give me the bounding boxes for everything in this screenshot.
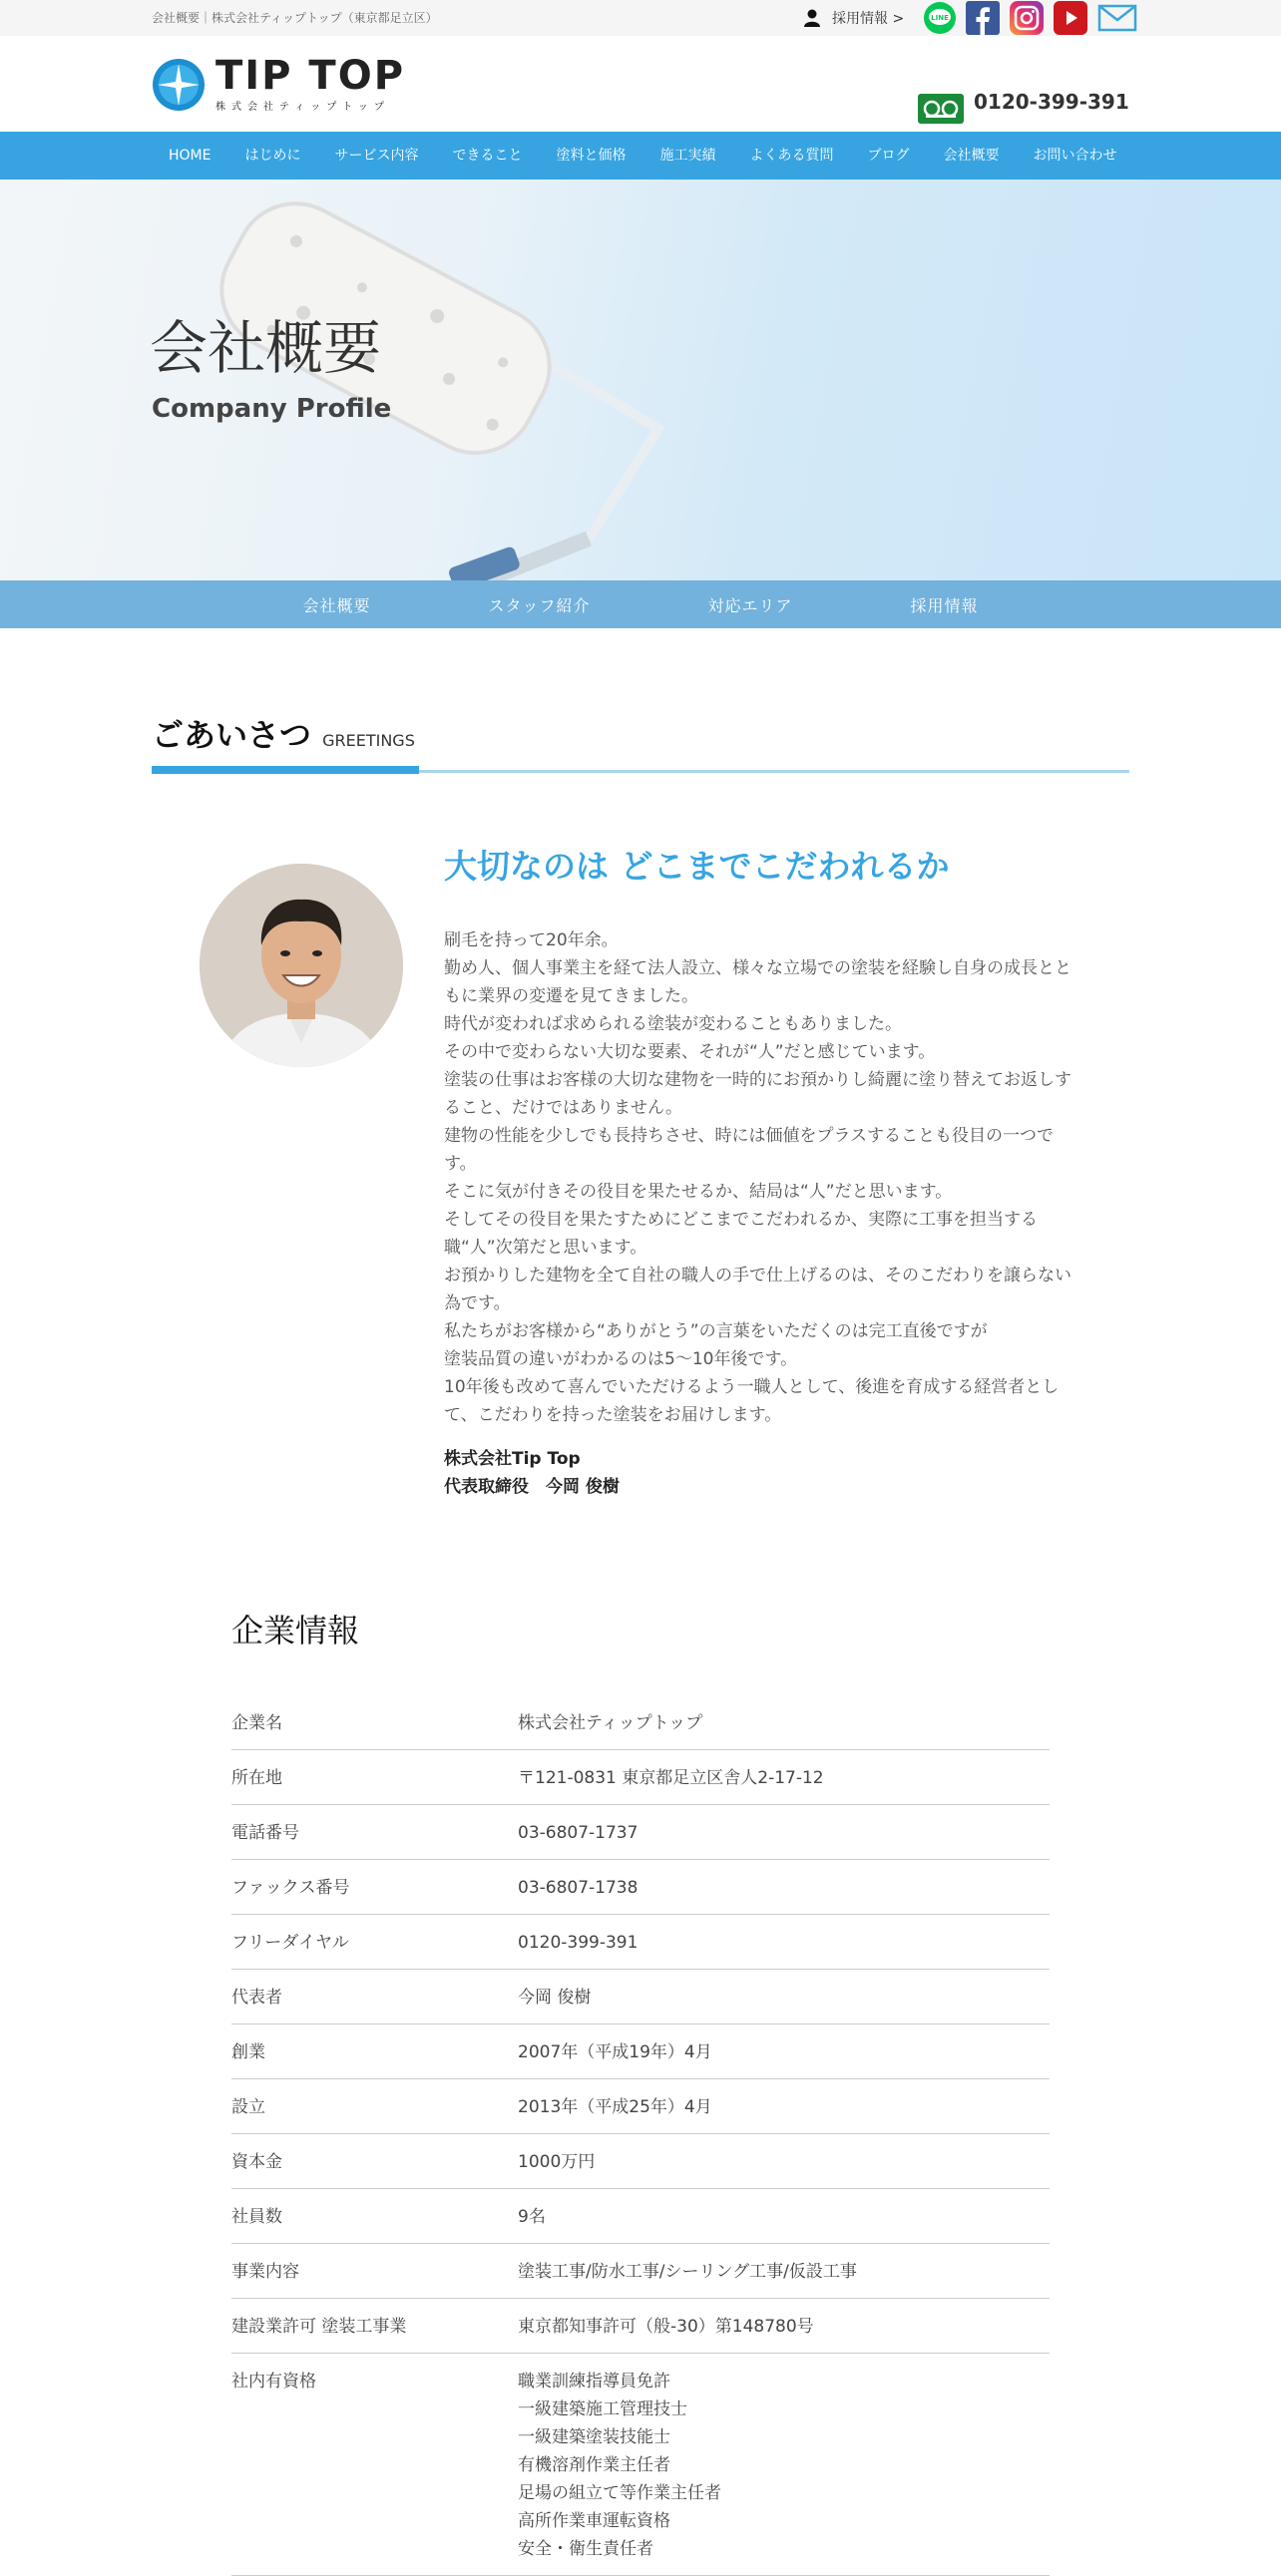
subnav-area[interactable]: 対応エリア xyxy=(707,595,793,615)
nav-home[interactable]: HOME xyxy=(169,148,212,164)
info-key: 設立 xyxy=(231,2079,518,2134)
table-row xyxy=(231,1695,1050,1750)
message-line: 塗装の仕事はお客様の大切な建物を一時的にお預かりし綺麗に塗り替えてお返しすること、だけではありません。 xyxy=(444,1069,1071,1118)
message-line: そこに気が付きその役目を果たせるか、結局は“人”だと思います。 xyxy=(444,1181,953,1202)
signature-company: 株式会社Tip Top xyxy=(444,1448,581,1469)
message-line: そしてその役目を果たすためにどこまでこだわれるか、実際に工事を担当する職“人”次第だと思います。 xyxy=(444,1209,1038,1258)
person-icon xyxy=(802,8,822,28)
message-line: 勤め人、個人事業主を経て法人設立、様々な立場での塗装を経験し自身の成長とともに業界の変遷を見てきました。 xyxy=(444,957,1071,1006)
nav-capabilities[interactable]: できること xyxy=(452,148,523,164)
logo-mark-icon xyxy=(152,58,206,112)
info-value: 9名 xyxy=(518,2189,1050,2244)
site-header xyxy=(0,36,1281,132)
info-key: 建設業許可 塗装工事業 xyxy=(231,2299,518,2354)
info-key: 企業名 xyxy=(231,1695,518,1750)
info-key: 社員数 xyxy=(231,2189,518,2244)
subnav-staff[interactable]: スタッフ紹介 xyxy=(488,595,591,615)
recruit-label: 採用情報 > xyxy=(832,11,905,27)
recruit-link[interactable] xyxy=(802,5,904,31)
message-line: 私たちがお客様から“ありがとう”の言葉をいただくのは完工直後ですが xyxy=(444,1320,988,1341)
phone-number: 0120-399-391 xyxy=(974,90,1129,114)
message-line: お預かりした建物を全て自社の職人の手で仕上げるのは、そのこだわりを譲らない為です。 xyxy=(444,1265,1071,1313)
nav-blog[interactable]: ブログ xyxy=(867,148,910,164)
mail-icon[interactable] xyxy=(1097,1,1137,35)
message-line: 刷毛を持って20年余。 xyxy=(444,929,619,950)
qualification-item: 職業訓練指導員免許 xyxy=(518,2372,670,2392)
table-row xyxy=(231,2244,1050,2299)
table-row xyxy=(231,2134,1050,2189)
nav-services[interactable]: サービス内容 xyxy=(334,148,419,164)
hero-title: 会社概要 xyxy=(150,314,382,382)
qualification-item: 一級建築施工管理技士 xyxy=(518,2399,687,2419)
info-value: 塗装工事/防水工事/シーリング工事/仮設工事 xyxy=(518,2244,1050,2299)
site-tagline: 会社概要｜株式会社ティップトップ（東京都足立区） xyxy=(152,11,438,25)
nav-contact[interactable]: お問い合わせ xyxy=(1033,148,1117,164)
info-key: 資本金 xyxy=(231,2134,518,2189)
svg-text:LINE: LINE xyxy=(931,14,949,22)
youtube-icon[interactable] xyxy=(1054,1,1087,35)
paint-roller-image xyxy=(180,189,738,580)
message-line: 建物の性能を少しでも長持ちさせ、時には価値をプラスすることも役目の一つです。 xyxy=(444,1125,1054,1174)
signature-person: 代表取締役 今岡 俊樹 xyxy=(444,1476,620,1497)
info-value: 03-6807-1738 xyxy=(518,1860,1050,1915)
info-key: フリーダイヤル xyxy=(231,1915,518,1970)
qualification-item: 高所作業車運転資格 xyxy=(518,2511,670,2531)
qualification-item: 足場の組立て等作業主任者 xyxy=(518,2483,721,2503)
hero-subtitle: Company Profile xyxy=(152,394,392,424)
info-value: 今岡 俊樹 xyxy=(518,1970,1050,2024)
greetings-message xyxy=(444,926,1082,1429)
nav-works[interactable]: 施工実績 xyxy=(659,148,716,164)
info-key: 電話番号 xyxy=(231,1805,518,1860)
global-nav xyxy=(0,132,1281,180)
social-links xyxy=(924,1,1137,35)
message-line: 10年後も改めて喜んでいただけるよう一職人として、後進を育成する経営者として、こだわりを持った塗装をお届けします。 xyxy=(444,1376,1060,1425)
heading-underline xyxy=(152,766,1129,774)
info-value: 株式会社ティップトップ xyxy=(518,1695,1050,1750)
message-line: 時代が変われば求められる塗装が変わることもありました。 xyxy=(444,1013,902,1034)
table-row xyxy=(231,2024,1050,2079)
site-logo[interactable] xyxy=(152,53,406,113)
info-value: 〒121-0831 東京都足立区舎人2-17-12 xyxy=(518,1750,1050,1805)
subnav-recruit[interactable]: 採用情報 xyxy=(910,595,979,615)
corporate-info-table xyxy=(231,1695,1050,2576)
greetings-catchphrase: 大切なのは どこまでこだわれるか xyxy=(444,847,950,886)
table-row xyxy=(231,2189,1050,2244)
line-icon[interactable] xyxy=(924,2,956,34)
table-row xyxy=(231,1970,1050,2024)
greetings-body xyxy=(444,846,1082,1501)
nav-paint-prices[interactable]: 塗料と価格 xyxy=(556,148,627,164)
table-row xyxy=(231,2079,1050,2134)
info-value: 東京都知事許可（般-30）第148780号 xyxy=(518,2299,1050,2354)
top-bar xyxy=(0,0,1281,36)
logo-wordmark: TIP TOP xyxy=(215,53,406,99)
logo-kana: 株式会社ティップトップ xyxy=(215,102,390,113)
free-dial[interactable] xyxy=(918,90,1129,124)
ceo-portrait xyxy=(200,864,403,1067)
info-value xyxy=(518,2354,1050,2576)
message-line: その中で変わらない大切な要素、それが“人”だと感じています。 xyxy=(444,1041,936,1062)
nav-company[interactable]: 会社概要 xyxy=(943,148,1000,164)
qualification-list xyxy=(518,2368,1050,2563)
info-value: 03-6807-1737 xyxy=(518,1805,1050,1860)
info-value: 0120-399-391 xyxy=(518,1915,1050,1970)
free-dial-icon xyxy=(918,94,964,124)
info-value: 2013年（平成25年）4月 xyxy=(518,2079,1050,2134)
facebook-icon[interactable] xyxy=(966,1,1000,35)
nav-faq[interactable]: よくある質問 xyxy=(749,148,834,164)
greetings-title-en: GREETINGS xyxy=(322,731,415,750)
signature xyxy=(444,1445,1082,1501)
qualification-item: 有機溶剤作業主任者 xyxy=(518,2455,670,2475)
table-row xyxy=(231,1915,1050,1970)
info-value: 2007年（平成19年）4月 xyxy=(518,2024,1050,2079)
sub-nav xyxy=(0,580,1281,628)
instagram-icon[interactable] xyxy=(1010,1,1044,35)
info-key: 創業 xyxy=(231,2024,518,2079)
nav-intro[interactable]: はじめに xyxy=(244,148,301,164)
qualification-item: 一級建築塗装技能士 xyxy=(518,2427,670,2447)
info-key: ファックス番号 xyxy=(231,1860,518,1915)
table-row xyxy=(231,2354,1050,2576)
table-row xyxy=(231,1750,1050,1805)
info-key: 社内有資格 xyxy=(231,2354,518,2576)
table-row xyxy=(231,2299,1050,2354)
info-value: 1000万円 xyxy=(518,2134,1050,2189)
greetings-title: ごあいさつ xyxy=(152,716,312,754)
message-line: 塗装品質の違いがわかるのは5～10年後です。 xyxy=(444,1348,798,1369)
info-key: 代表者 xyxy=(231,1970,518,2024)
subnav-company[interactable]: 会社概要 xyxy=(302,595,371,615)
qualification-item: 安全・衛生責任者 xyxy=(518,2539,653,2559)
greetings-heading xyxy=(152,710,1129,774)
hero-banner xyxy=(0,180,1281,580)
info-key: 事業内容 xyxy=(231,2244,518,2299)
corporate-info-title: 企業情報 xyxy=(231,1612,360,1650)
info-key: 所在地 xyxy=(231,1750,518,1805)
table-row xyxy=(231,1805,1050,1860)
table-row xyxy=(231,1860,1050,1915)
